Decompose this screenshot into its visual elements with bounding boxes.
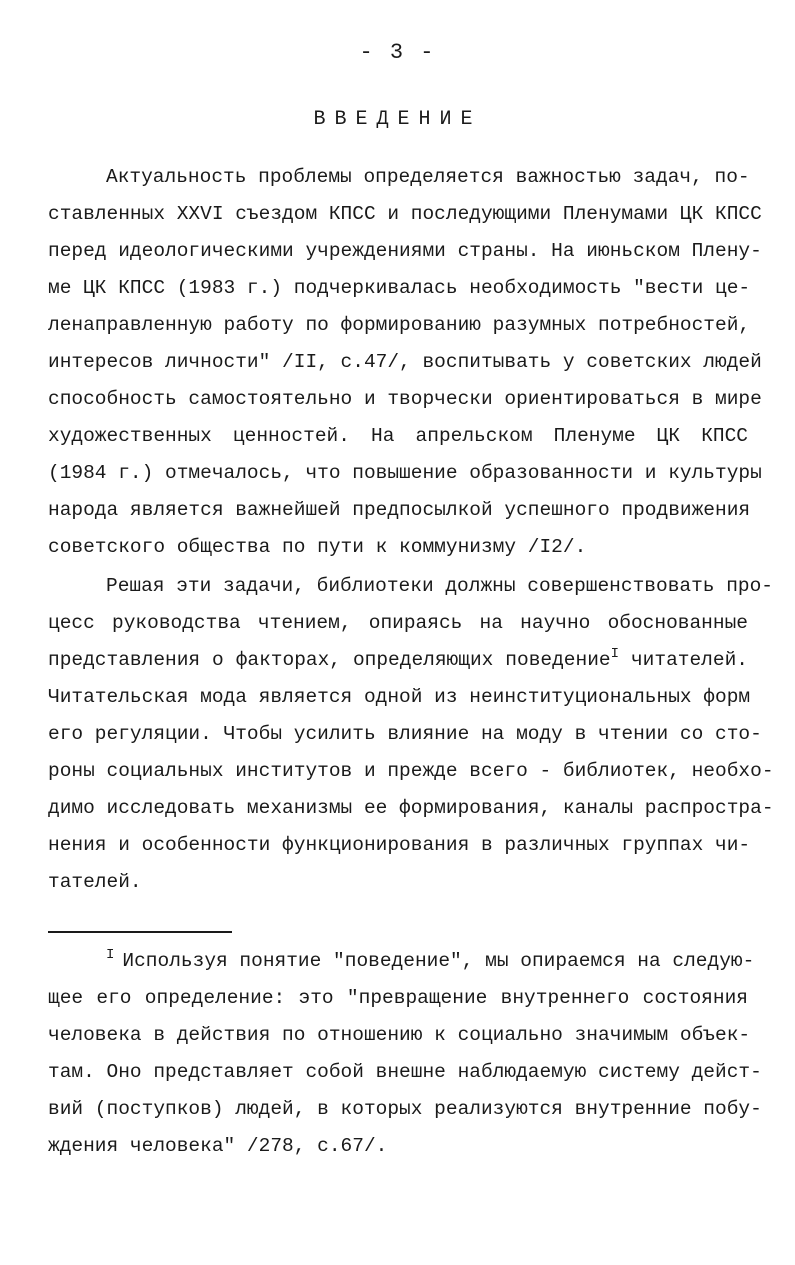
- body-line: способность самостоятельно и творчески ориентироваться в мире: [48, 388, 762, 410]
- footnote-reference[interactable]: I: [610, 646, 620, 662]
- body-line: ме ЦК КПСС (1983 г.) подчеркивалась необходимость "вести це-: [48, 277, 751, 299]
- body-line: советского общества по пути к коммунизму /I2/.: [48, 536, 587, 558]
- body-line: ставленных XXVI съездом КПСС и последующими Пленумами ЦК КПСС: [48, 203, 762, 225]
- body-line: интересов личности" /II, с.47/, воспитывать у советских людей: [48, 351, 762, 373]
- body-line: Актуальность проблемы определяется важностью задач, по-: [106, 166, 750, 188]
- footnote-line: щее его определение: это "превращение внутреннего состояния: [48, 987, 748, 1009]
- body-line: его регуляции. Чтобы усилить влияние на моду в чтении со сто-: [48, 723, 762, 745]
- body-line: роны социальных институтов и прежде всего - библиотек, необхо-: [48, 760, 774, 782]
- section-heading: ВВЕДЕНИЕ: [313, 108, 482, 131]
- footnote-separator: [48, 931, 232, 933]
- body-line: перед идеологическими учреждениями страны. На июньском Плену-: [48, 240, 762, 262]
- footnote-line: [106, 946, 755, 976]
- page-number: - 3 -: [359, 40, 436, 65]
- body-line: тателей.: [48, 871, 142, 893]
- body-line: цесс руководства чтением, опираясь на научно обоснованные: [48, 612, 748, 634]
- body-line: димо исследовать механизмы ее формирования, каналы распростра-: [48, 797, 774, 819]
- body-line: художественных ценностей. На апрельском Пленуме ЦК КПСС: [48, 425, 748, 447]
- body-line: ленаправленную работу по формированию разумных потребностей,: [48, 314, 751, 336]
- footnote-mark: I: [106, 947, 115, 963]
- body-line: Решая эти задачи, библиотеки должны совершенствовать про-: [106, 575, 774, 597]
- body-line: нения и особенности функционирования в различных группах чи-: [48, 834, 751, 856]
- footnote-line: ждения человека" /278, с.67/.: [48, 1135, 388, 1157]
- footnote-text: Используя понятие "поведение", мы опираемся на следую-: [122, 950, 755, 972]
- footnote-line: человека в действия по отношению к социально значимым объек-: [48, 1024, 751, 1046]
- footnote-line: там. Оно представляет собой внешне наблюдаемую систему дейст-: [48, 1061, 762, 1083]
- footnote-line: вий (поступков) людей, в которых реализуются внутренние побу-: [48, 1098, 762, 1120]
- body-line: (1984 г.) отмечалось, что повышение образованности и культуры: [48, 462, 762, 484]
- body-line-text: представления о факторах, определяющих поведение: [48, 649, 611, 671]
- body-line-text: читателей.: [630, 649, 748, 671]
- body-line: народа является важнейшей предпосылкой успешного продвижения: [48, 499, 751, 521]
- body-line-with-footnote-ref: [48, 645, 748, 675]
- body-line: Читательская мода является одной из неинституциональных форм: [48, 686, 751, 708]
